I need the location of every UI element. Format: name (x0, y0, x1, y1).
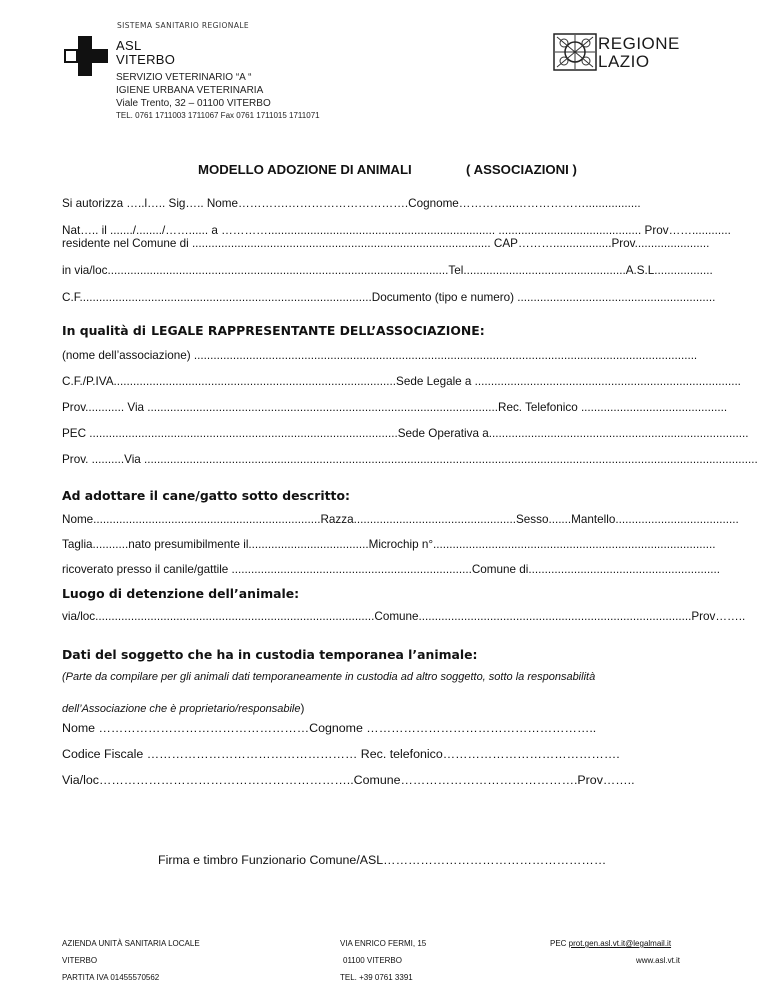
association-name-line: (nome dell’associazione) ........................................................................................................................................................... (62, 349, 698, 362)
footer-pec (550, 939, 671, 948)
footer-website-link[interactable]: www.asl.vt.it (636, 956, 681, 965)
legal-heading-prefix: In qualità di (62, 323, 147, 338)
custody-note-line2 (62, 697, 304, 716)
applicant-residence-line: residente nel Comune di ............................................................................................ CAP………..................Prov....................... (62, 237, 710, 250)
region-name-line2: LAZIO (598, 52, 650, 71)
location-heading: Luogo di detenzione dell’animale: (62, 586, 300, 601)
footer-street: VIA ENRICO FERMI, 15 (340, 939, 427, 948)
form-title: MODELLO ADOZIONE DI ANIMALI (198, 162, 412, 177)
applicant-name-line: Si autorizza …..l….. Sig….. Nome………….………………………….Cognome…………...………………................. (62, 197, 641, 210)
applicant-document-line: C.F..........................................................................................Documento (tipo e numero) ............................................................. (62, 291, 716, 304)
animal-shelter-line: ricoverato presso il canile/gattile ..........................................................................Comune di........................................................... (62, 563, 720, 576)
asl-logo-line1: ASL (116, 38, 142, 53)
form-subtitle: ( ASSOCIAZIONI ) (466, 162, 577, 177)
service-line3: Viale Trento, 32 – 01100 VITERBO (116, 98, 271, 109)
service-line1: SERVIZIO VETERINARIO “A “ (116, 72, 252, 83)
footer-tel: TEL. +39 0761 3391 (340, 973, 413, 982)
asl-cross-logo (64, 36, 108, 76)
footer-zip-city: 01100 VITERBO (343, 956, 402, 965)
custody-name-line: Nome ……………………………………………Cognome ……………………………………………….. (62, 721, 597, 735)
custody-heading: Dati del soggetto che ha in custodia temporanea l’animale: (62, 647, 478, 662)
service-tel-line: TEL. 0761 1711003 1711067 Fax 0761 1711015 1711071 (116, 111, 320, 120)
adopt-heading: Ad adottare il cane/gatto sotto descritto: (62, 488, 350, 503)
legal-heading-bold: LEGALE RAPPRESENTANTE DELL’ASSOCIAZIONE: (151, 323, 485, 338)
custody-note-close: ) (300, 702, 305, 715)
footer-org-name: AZIENDA UNITÀ SANITARIA LOCALE (62, 939, 200, 948)
association-operative-line: Prov. ..........Via ............................................................................................................................................................................................. (62, 453, 758, 466)
service-line2: IGIENE URBANA VETERINARIA (116, 85, 264, 96)
animal-name-line: Nome......................................................................Razza..................................................Sesso.......Mantello...................................... (62, 513, 739, 526)
signature-line: Firma e timbro Funzionario Comune/ASL……………………………………………… (158, 853, 607, 867)
custody-fiscal-line: Codice Fiscale …………………………………………… Rec. telefonico……………………………………. (62, 747, 620, 761)
association-vat-line: C.F./P.IVA.......................................................................................Sede Legale a .................................................................................. (62, 375, 741, 388)
footer-vat: PARTITA IVA 01455570562 (62, 973, 160, 982)
regione-lazio-emblem (553, 33, 597, 71)
association-prov-line: Prov............ Via ............................................................................................................Rec. Telefonico ............................................. (62, 401, 728, 414)
animal-location-line: via/loc......................................................................................Comune....................................................................................Prov…….. (62, 610, 746, 623)
animal-size-line: Taglia...........nato presumibilmente il.....................................Microchip n°....................................................................................... (62, 538, 716, 551)
applicant-address-line: in via/loc.........................................................................................................Tel..................................................A.S.L.................. (62, 264, 713, 277)
custody-address-line: Via/loc……………………………………………………..Comune…………………………………….Prov…….. (62, 773, 635, 787)
legal-heading (62, 320, 485, 339)
association-pec-line: PEC ...............................................................................................Sede Operativa a................................................................................ (62, 427, 749, 440)
asl-logo-line2: VITERBO (116, 52, 176, 67)
footer-org-city: VITERBO (62, 956, 98, 965)
region-name-line1: REGIONE (598, 34, 680, 53)
footer-pec-label: PEC (550, 939, 569, 948)
custody-note-italic: dell’Associazione che è proprietario/responsabile (62, 703, 301, 715)
system-label: SISTEMA SANITARIO REGIONALE (117, 21, 250, 30)
footer-pec-link[interactable]: prot.gen.asl.vt.it@legalmail.it (568, 939, 672, 948)
custody-note-line1: (Parte da compilare per gli animali dati temporaneamente in custodia ad altro soggetto, sotto la responsabilità (62, 671, 596, 683)
applicant-birth-line: Nat….. il ......./......../……...... a …………...................................................................... ............................................ Prov……............ (62, 224, 731, 237)
